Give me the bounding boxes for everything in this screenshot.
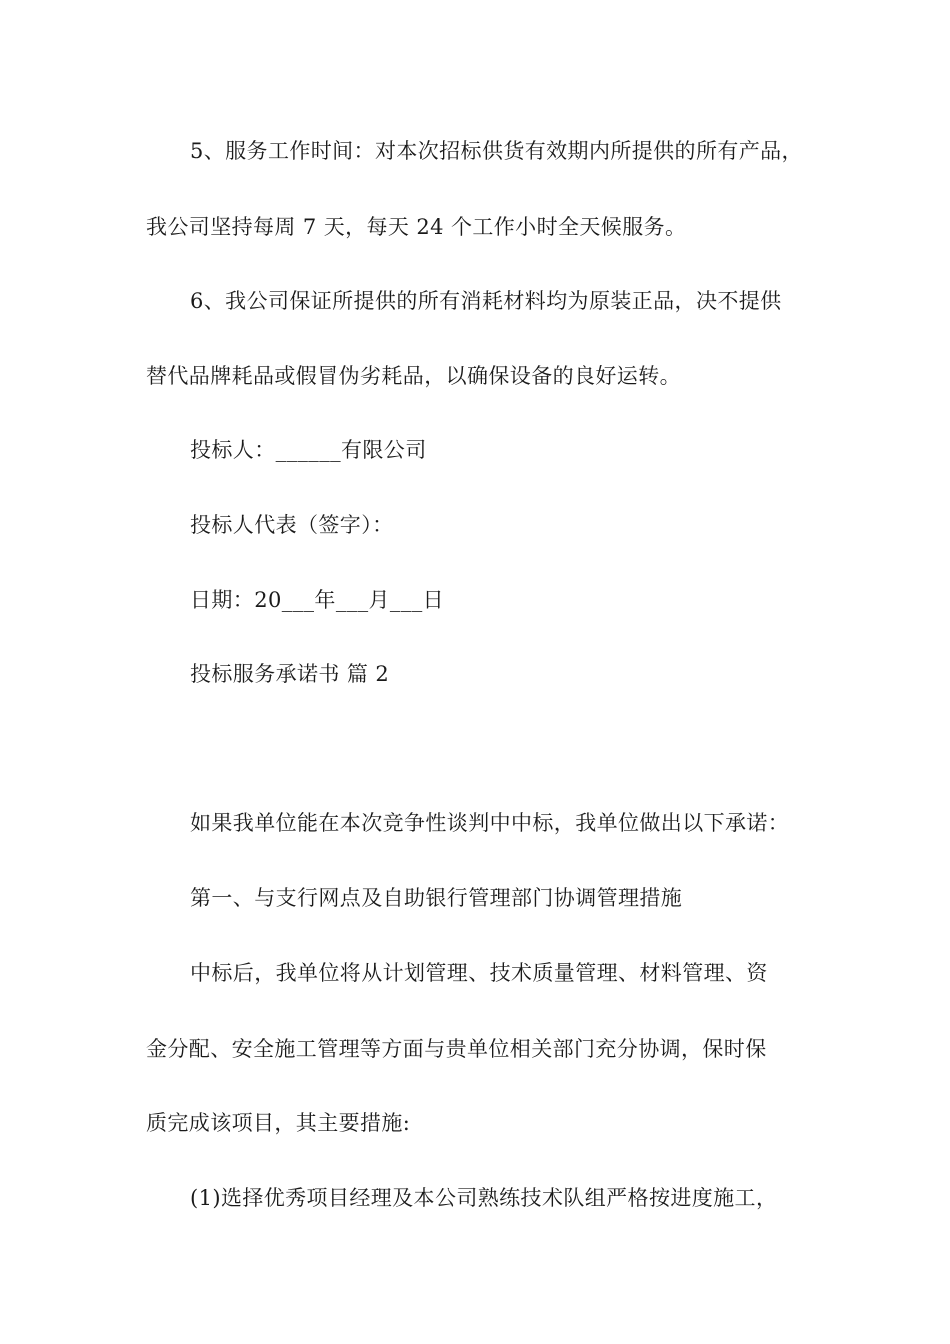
date-line: 日期：20___年___月___日 bbox=[190, 588, 445, 612]
paragraph-commitment-intro: 如果我单位能在本次竞争性谈判中中标，我单位做出以下承诺： bbox=[190, 811, 790, 835]
paragraph-service-hours: 5、服务工作时间：对本次招标供货有效期内所提供的所有产品， bbox=[190, 139, 803, 163]
paragraph-service-hours-cont: 我公司坚持每周 7 天，每天 24 个工作小时全天候服务。 bbox=[146, 215, 687, 239]
paragraph-measure-1: (1)选择优秀项目经理及本公司熟练技术队组严格按进度施工， bbox=[190, 1186, 778, 1210]
paragraph-after-award-cont-2: 质完成该项目，其主要措施: bbox=[146, 1111, 411, 1135]
bidder-name-line: 投标人：______有限公司 bbox=[190, 438, 427, 462]
bidder-representative-signature-line: 投标人代表（签字）： bbox=[190, 513, 394, 537]
paragraph-coordination-heading: 第一、与支行网点及自助银行管理部门协调管理措施 bbox=[190, 886, 683, 910]
section-heading: 投标服务承诺书 篇 2 bbox=[190, 662, 390, 686]
paragraph-after-award-cont-1: 金分配、安全施工管理等方面与贵单位相关部门充分协调，保时保 bbox=[146, 1037, 767, 1061]
paragraph-genuine-materials-cont: 替代品牌耗品或假冒伪劣耗品，以确保设备的良好运转。 bbox=[146, 364, 681, 388]
paragraph-after-award: 中标后，我单位将从计划管理、技术质量管理、材料管理、资 bbox=[190, 961, 768, 985]
paragraph-genuine-materials: 6、我公司保证所提供的所有消耗材料均为原装正品，决不提供 bbox=[190, 289, 782, 313]
